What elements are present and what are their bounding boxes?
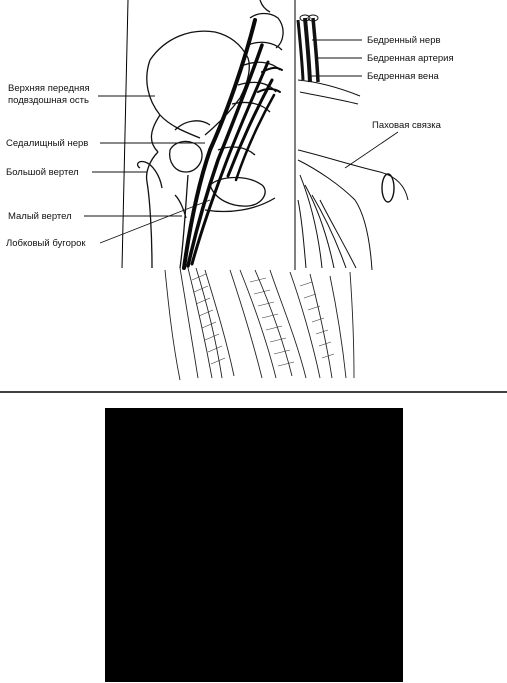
label-sciatic-nerve: Седалищный нерв	[6, 138, 89, 149]
black-image-panel	[105, 408, 403, 682]
label-femoral-vein: Бедренная вена	[367, 71, 439, 82]
label-femoral-artery: Бедренная артерия	[367, 53, 454, 64]
label-pubic-tubercle: Лобковый бугорок	[6, 238, 86, 249]
label-lesser-trochanter: Малый вертел	[8, 211, 72, 222]
label-greater-trochanter: Большой вертел	[6, 167, 79, 178]
label-asis-line1: Верхняя передняя	[8, 83, 90, 94]
label-inguinal-ligament: Паховая связка	[372, 120, 441, 131]
label-femoral-nerve: Бедренный нерв	[367, 35, 441, 46]
label-asis-line2: подвздошная ость	[8, 95, 89, 106]
